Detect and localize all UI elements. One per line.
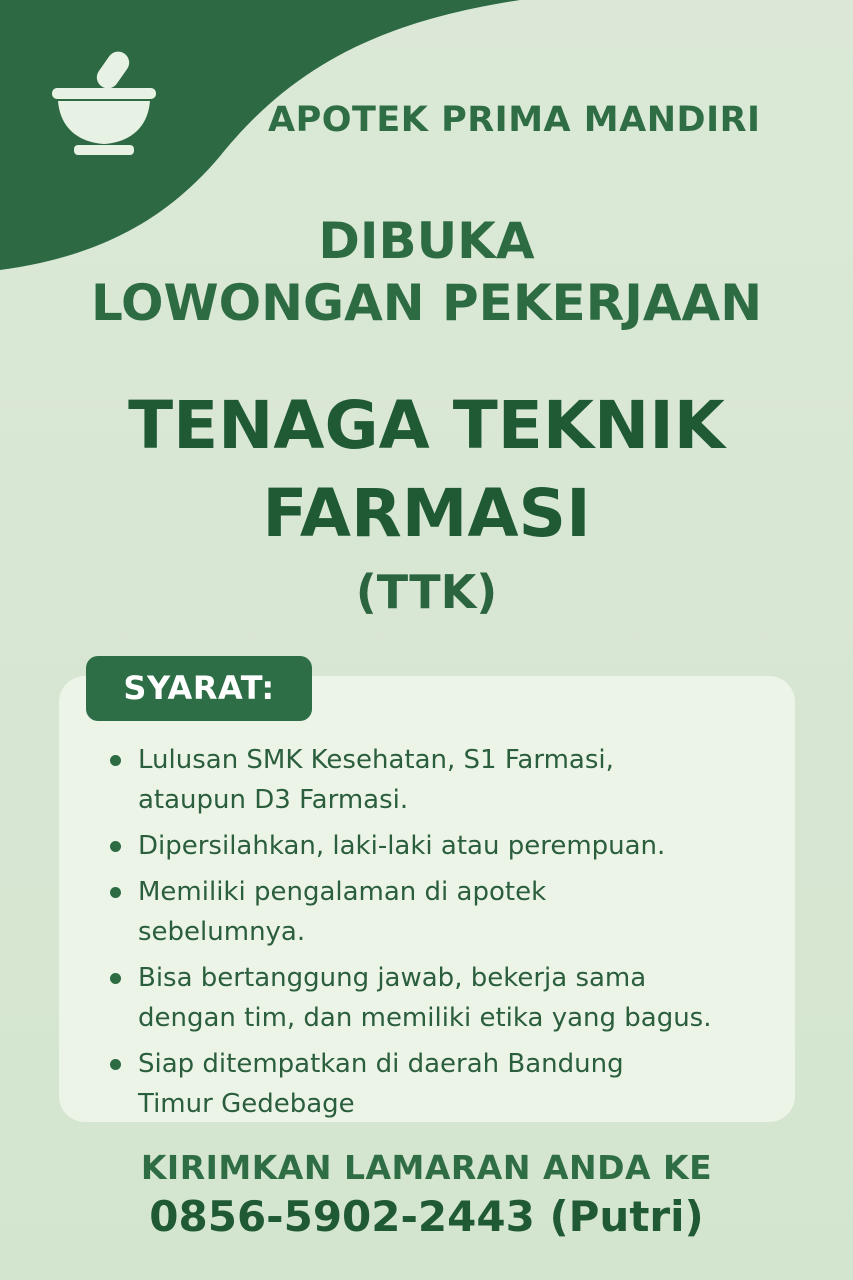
requirement-text-line-1: Memiliki pengalaman di apotek (138, 877, 547, 907)
bullet-icon (110, 1059, 121, 1070)
requirement-item (104, 826, 784, 866)
apply-instruction: KIRIMKAN LAMARAN ANDA KE (140, 1148, 713, 1187)
requirement-text-line-1: Lulusan SMK Kesehatan, S1 Farmasi, (138, 745, 614, 775)
headline-line-1: DIBUKA (318, 212, 535, 270)
bullet-icon (110, 755, 121, 766)
requirements-title-badge: SYARAT: (86, 656, 312, 721)
requirement-text-line-1: Dipersilahkan, laki-laki atau perempuan. (138, 831, 666, 861)
requirement-text-line-2: sebelumnya. (138, 917, 306, 947)
bullet-icon (110, 841, 121, 852)
contact-phone: 0856-5902-2443 (Putri) (149, 1192, 704, 1241)
headline (0, 210, 853, 334)
bullet-icon (110, 887, 121, 898)
requirement-item (104, 1044, 784, 1124)
requirement-text-line-2: dengan tim, dan memiliki etika yang bagus. (138, 1003, 712, 1033)
requirements-list (104, 740, 784, 1130)
mortar-pestle-icon (48, 48, 160, 160)
pharmacy-name: APOTEK PRIMA MANDIRI (268, 100, 761, 140)
job-position-line-1: TENAGA TEKNIK (128, 387, 725, 464)
requirement-text-line-1: Bisa bertanggung jawab, bekerja sama (138, 963, 647, 993)
job-position-line-2: FARMASI (262, 475, 591, 552)
requirement-item (104, 958, 784, 1038)
bullet-icon (110, 973, 121, 984)
requirement-text-line-1: Siap ditempatkan di daerah Bandung (138, 1049, 624, 1079)
headline-line-2: LOWONGAN PEKERJAAN (90, 274, 763, 332)
requirement-text-line-2: Timur Gedebage (138, 1089, 355, 1119)
job-position (0, 382, 853, 558)
job-position-abbr: (TTK) (355, 565, 498, 619)
requirement-item (104, 740, 784, 820)
requirement-item (104, 872, 784, 952)
requirement-text-line-2: ataupun D3 Farmasi. (138, 785, 409, 815)
